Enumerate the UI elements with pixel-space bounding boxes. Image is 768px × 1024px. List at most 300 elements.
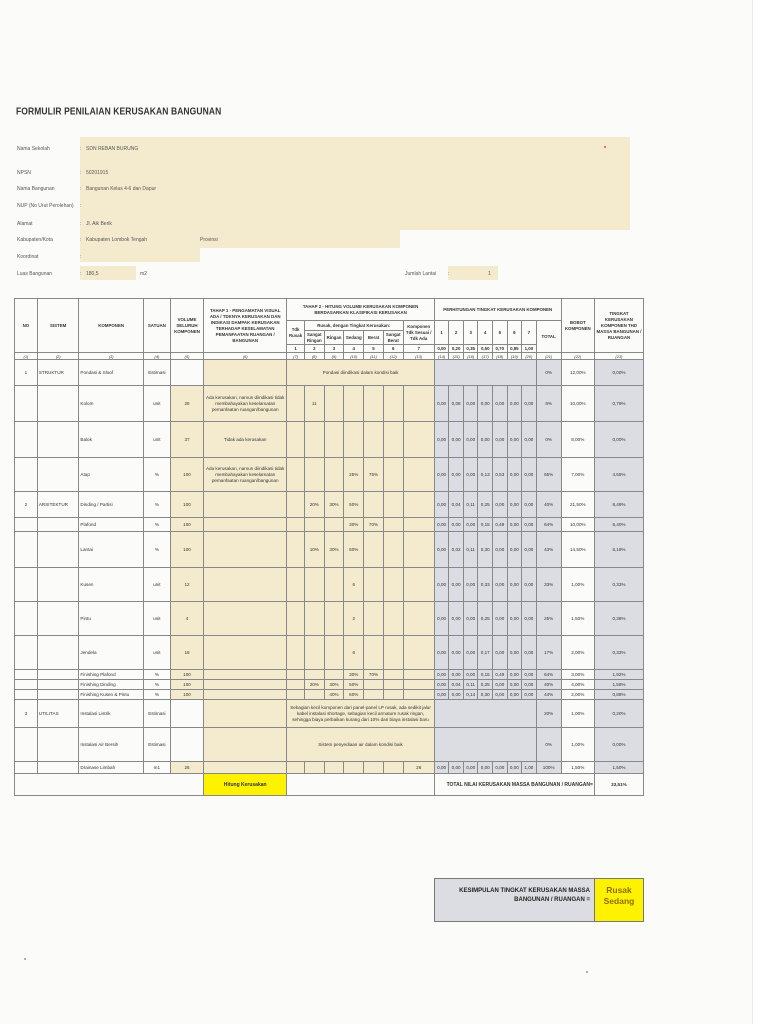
row-calc-value: 0,00 [463,458,478,492]
row-sistem: STRUKTUR [37,360,79,386]
row-calc-value: 0,00 [522,518,537,532]
row-level-value [304,518,324,532]
row-satuan: % [143,458,170,492]
row-tahap1 [204,700,287,728]
row-calc-value: 0,00 [493,422,508,458]
row-volume [170,360,203,386]
row-bobot: 12,00% [561,360,594,386]
row-sistem [37,670,79,680]
row-level-value [403,568,434,602]
row-bobot: 1,00% [561,700,594,728]
column-number: (9) [324,353,344,360]
col-total-header: TOTAL [536,321,561,353]
row-tahap1 [204,690,287,700]
row-calc-value: 0,00 [434,568,449,602]
row-level-value [383,422,403,458]
table-row [15,700,644,728]
assessment-table: NO SISTEM KOMPONEN SATUAN VOLUME SELURUH KOMPONEN TAHAP 1 - PENGAMATAN VISUAL ADA / TDKNYA KERUSAKAN DAN INDIKASI DAMPAK KERUSAKAN TERHADAP KESELAMATAN PEMANFAATAN RUANGAN / BANGUNAN TAHAP 2 - HITUNG VOLUME KERUSAKAN KOMPONEN BERDASARKAN KLASIFIKASI KERUSAKAN PERHITUNGAN TINGKAT KERUSAKAN KOMPONEN BOBOT KOMPONEN TINGKAT KERUSAKAN KOMPONEN THD MASSA BANGUNAN / RUANGAN Tdk Rusak Rusak, dengan Tingkat Kerusakan: Komponen Tdk Sesuai / Tdk Ada 1 2 3 4 5 6 7 TOTAL Sangat Ringan Ringan Sedang Berat Sangat Berat 1 2 3 4 5 6 7 0,00 0,20 0,35 0,50 0,70 0,85 1,00 (1) (2) (3) (4) (5) (6) (7) (8) (9) (10) (11) (12) (13) (14) (15) (16) (17) (18) (19) (20) (21) (22) (23) 1 STRUKTUR Pondasi & Sloof Estimasi Pondasi diindikasi dalam kondisi baik 0% 12,00% 0,00% Kolom unit 28 Ada kerusakan, namun diindikasi tidak membahayakan keselamatan pemanfaatan ruangan/bangunan 11 0,00 0,08 0,00 0,00 0,00 0,00 0,00 8% 10,00% 0,79% Balok unit 37 Tidak ada kerusakan 0,00 0,00 0,00 0,00 0,00 0,00 0,00 0% 8,00% 0,00% Atap % 100 Ada kerusakan, namun diindikasi tidak membahayakan keselamatan pemanfaatan ruangan/bangunan 25% 75% 0,00 0,00 0,00 0,13 0,53 0,00 0,00 65% 7,00% 4,55% 2 ARSITEKTUR Dinding / Partisi % 100 20% 30% 50% 0,00 0,04 0,11 0,25 0,00 0,00 0,00 40% 21,50% 8,49% Plafond % 100 30% 70% 0,00 0,00 0,00 0,15 0,49 0,00 0,00 64% 10,00% 6,40% Lantai % 100 10% 30% 60% 0,00 0,02 0,11 0,30 0,00 0,00 0,00 43% 14,50% 6,18% Kusen unit 12 6 0,00 0,00 0,00 0,33 0,00 0,00 0,00 33% 1,00% 0,33% Pintu unit 4 2 0,00 0,00 0,00 0,25 0,00 0,00 0,00 25% 1,50% 0,38% Jendela unit 18 6 0,00 0,00 0,00 0,17 0,00 0,00 0,00 17% 2,00% 0,33% Finishing Plafond % 100 30% 70% 0,00 0,00 0,00 0,15 0,49 0,00 0,00 64% 3,00% 1,92% Finishing Dinding % 100 20% 30% 50% 0,00 0,04 0,11 0,25 0,00 0,00 0,00 40% 4,00% 1,58% Finishing Kusen & Pintu % 100 40% 60% 0,00 0,00 0,14 0,30 0,00 0,00 0,00 44% 2,00% 0,88% 3 UTILITAS Instalasi Listrik Estimasi Sebagian kecil komponen dari panel-panel LP rusak, ada sedikit jalur kabel instalasi shortage, sebagian kecil armature rusak ringan, sehingga biaya perbaikan kurang dari 10% dari biaya instalasi baru 20% 1,00% 0,20% Instalasi Air Bersih Estimasi Sistem penyediaan air dalam kondisi baik 0% 1,00% 0,00% Drainase Limbah m1 26 26 0,00 0,00 0,00 0,00 0,00 0,00 1,00 100% 1,50% 1,50% Hitung Kerusakan TOTAL NILAI KERUSAKAN MASSA BANGUNAN / RUANGAN= 33,51% [14,298,644,796]
row-komponen: Pondasi & Sloof [79,360,143,386]
row-level-value: 70% [364,670,384,680]
row-total: 0% [536,422,561,458]
row-bobot: 21,50% [561,492,594,518]
table-row [15,636,644,670]
row-calc-value: 0,00 [522,568,537,602]
row-level-value [403,670,434,680]
row-tingkat: 0,79% [594,386,643,422]
row-calc-empty [434,700,536,728]
row-level-value [287,458,305,492]
row-total: 8% [536,386,561,422]
row-level-value [364,680,384,690]
row-bobot: 7,00% [561,458,594,492]
row-level-value [344,386,364,422]
row-level-value [403,458,434,492]
row-sistem [37,518,79,532]
row-level-value: 26 [403,762,434,774]
col-sistem-header: SISTEM [37,299,79,353]
row-level-value: 60% [344,532,364,568]
row-sistem [37,568,79,602]
row-level-value [383,680,403,690]
row-calc-value: 0,02 [449,532,464,568]
row-calc-value: 0,25 [478,492,493,518]
row-calc-empty [434,728,536,762]
row-no [15,728,38,762]
row-level-value [304,762,324,774]
row-level-value [364,492,384,518]
row-level-value [364,532,384,568]
row-satuan: Estimasi [143,360,170,386]
row-sistem: ARSITEKTUR [37,492,79,518]
row-volume: 100 [170,680,203,690]
row-level-value [383,386,403,422]
row-level-value [403,680,434,690]
row-level-value: 70% [364,518,384,532]
row-calc-value: 0,04 [449,680,464,690]
row-level-value [383,670,403,680]
total-value: 33,51% [594,774,643,796]
row-sistem [37,458,79,492]
row-calc-value: 0,15 [478,670,493,680]
column-number: (2) [37,353,79,360]
row-level-value [403,602,434,636]
row-calc-value: 0,00 [522,532,537,568]
row-calc-value: 0,30 [478,690,493,700]
red-mark [604,146,606,148]
row-bobot: 10,00% [561,518,594,532]
row-level-value: 10% [304,532,324,568]
col-satuan-header: SATUAN [143,299,170,353]
row-calc-value: 0,00 [522,636,537,670]
row-calc-value: 0,00 [434,602,449,636]
row-level-value [364,690,384,700]
row-level-value [287,602,305,636]
row-calc-value: 0,00 [478,762,493,774]
row-volume: 100 [170,458,203,492]
row-tingkat: 4,55% [594,458,643,492]
column-number: (7) [287,353,305,360]
row-tingkat: 1,92% [594,670,643,680]
conclusion-box [434,878,644,922]
row-calc-value: 0,00 [507,762,522,774]
row-calc-value: 0,00 [478,422,493,458]
row-tingkat: 0,33% [594,568,643,602]
row-calc-value: 0,00 [507,458,522,492]
row-level-value [383,518,403,532]
row-komponen: Drainase Limbah [79,762,143,774]
row-tingkat: 6,40% [594,518,643,532]
row-level-value [304,422,324,458]
row-sistem [37,422,79,458]
row-calc-value: 0,00 [507,680,522,690]
row-calc-value: 0,00 [434,690,449,700]
row-no: 3 [15,700,38,728]
row-no [15,518,38,532]
row-level-value [324,602,344,636]
row-total: 65% [536,458,561,492]
column-number: (11) [364,353,384,360]
row-level-value [304,636,324,670]
row-tahap1 [204,360,287,386]
table-row [15,458,644,492]
row-no: 2 [15,492,38,518]
row-no [15,636,38,670]
row-total: 33% [536,568,561,602]
row-calc-value: 0,00 [449,670,464,680]
row-komponen: Atap [79,458,143,492]
footer-blank [15,774,204,796]
row-level-value [324,762,344,774]
table-row [15,360,644,386]
info-gap [400,230,630,248]
luas-unit: m2 [140,271,147,277]
column-number-row [15,353,644,360]
row-komponen: Instalasi Air Bersih [79,728,143,762]
row-tingkat: 1,58% [594,680,643,690]
row-no [15,670,38,680]
row-level-value: 50% [344,492,364,518]
col-komponen-header: KOMPONEN [79,299,143,353]
row-no [15,458,38,492]
row-calc-value: 0,00 [463,636,478,670]
row-bobot: 2,00% [561,636,594,670]
row-level-value: 11 [304,386,324,422]
row-calc-value: 0,00 [449,762,464,774]
row-level-value [383,690,403,700]
row-calc-value: 0,11 [463,680,478,690]
hitung-kerusakan-button[interactable]: Hitung Kerusakan [204,774,287,796]
row-total: 17% [536,636,561,670]
row-level-value [364,602,384,636]
row-level-value: 75% [364,458,384,492]
row-tingkat: 0,00% [594,422,643,458]
row-calc-value: 0,00 [507,532,522,568]
row-calc-value: 0,00 [507,690,522,700]
row-level-value [403,386,434,422]
total-label: TOTAL NILAI KERUSAKAN MASSA BANGUNAN / RUANGAN= [434,774,594,796]
row-no [15,568,38,602]
row-level-value: 25% [344,458,364,492]
row-level-value [287,762,305,774]
row-satuan: unit [143,636,170,670]
column-number: (20) [522,353,537,360]
column-number: (3) [79,353,143,360]
row-calc-value: 0,00 [507,386,522,422]
row-sistem [37,602,79,636]
row-volume: 18 [170,636,203,670]
row-calc-value: 0,00 [463,670,478,680]
row-tahap1 [204,680,287,690]
row-calc-value: 0,00 [434,762,449,774]
row-volume: 100 [170,690,203,700]
row-total: 64% [536,670,561,680]
row-level-value [287,636,305,670]
column-number: (8) [304,353,324,360]
row-satuan: % [143,518,170,532]
row-calc-value: 0,00 [449,690,464,700]
column-number: (5) [170,353,203,360]
row-tahap1 [204,636,287,670]
row-total: 20% [536,700,561,728]
row-tahap1 [204,602,287,636]
row-level-value: 40% [324,690,344,700]
scan-speck [24,958,26,960]
col-tingkat-header: TINGKAT KERUSAKAN KOMPONEN THD MASSA BANGUNAN / RUANGAN [594,299,643,353]
row-tahap1 [204,518,287,532]
row-level-value: 50% [344,680,364,690]
row-calc-value: 0,00 [493,386,508,422]
row-bobot: 1,00% [561,728,594,762]
table-row [15,762,644,774]
row-tahap1 [204,670,287,680]
row-total: 25% [536,602,561,636]
row-level-value: 2 [344,602,364,636]
row-total: 44% [536,690,561,700]
row-volume: 37 [170,422,203,458]
row-calc-value: 0,00 [522,422,537,458]
row-no: 1 [15,360,38,386]
column-number: (19) [507,353,522,360]
row-volume: 4 [170,602,203,636]
row-bobot: 10,00% [561,386,594,422]
row-komponen: Lantai [79,532,143,568]
row-calc-value: 0,17 [478,636,493,670]
row-calc-value: 0,00 [434,680,449,690]
row-tingkat: 0,00% [594,728,643,762]
row-calc-value: 0,00 [449,458,464,492]
row-volume: 100 [170,670,203,680]
row-level-value [324,518,344,532]
row-tingkat: 0,38% [594,602,643,636]
footer-blank [287,774,435,796]
column-number: (23) [594,353,643,360]
row-level-value [304,602,324,636]
row-note: Pondasi diindikasi dalam kondisi baik [287,360,435,386]
row-calc-value: 0,00 [507,670,522,680]
row-level-value [304,690,324,700]
row-komponen: Instalasi Listrik [79,700,143,728]
row-level-value [383,602,403,636]
row-level-value [383,458,403,492]
row-level-value [324,458,344,492]
table-row [15,680,644,690]
row-calc-value: 0,08 [449,386,464,422]
row-level-value [324,670,344,680]
row-calc-value: 0,00 [507,518,522,532]
row-level-value [304,458,324,492]
column-number: (1) [15,353,38,360]
row-tingkat: 0,20% [594,700,643,728]
row-level-value [383,762,403,774]
row-level-value [364,762,384,774]
row-no [15,690,38,700]
column-number: (17) [478,353,493,360]
row-volume: 100 [170,492,203,518]
row-tingkat: 6,18% [594,532,643,568]
row-calc-value: 0,13 [478,458,493,492]
row-calc-value: 0,25 [478,602,493,636]
row-calc-value: 0,33 [478,568,493,602]
row-calc-value: 0,00 [434,532,449,568]
row-sistem [37,680,79,690]
row-bobot: 1,50% [561,762,594,774]
row-level-value [364,636,384,670]
row-level-value [403,532,434,568]
row-volume [170,700,203,728]
row-komponen: Balok [79,422,143,458]
row-tahap1 [204,532,287,568]
table-row [15,670,644,680]
row-calc-value: 0,15 [478,518,493,532]
row-level-value [324,636,344,670]
row-satuan: m1 [143,762,170,774]
row-level-value [324,568,344,602]
row-satuan: % [143,690,170,700]
row-level-value [403,518,434,532]
row-volume: 28 [170,386,203,422]
row-calc-value: 0,00 [493,568,508,602]
row-bobot: 1,00% [561,568,594,602]
row-calc-value: 0,00 [493,636,508,670]
row-calc-value: 0,00 [493,492,508,518]
row-satuan: Estimasi [143,728,170,762]
row-sistem: UTILITAS [37,700,79,728]
jumlah-lantai-label: Jumlah Lantai [405,271,437,277]
row-calc-value: 0,00 [463,518,478,532]
row-level-value [324,386,344,422]
row-level-value: 30% [344,518,364,532]
col-no-header: NO [15,299,38,353]
row-bobot: 8,00% [561,422,594,458]
row-tahap1 [204,492,287,518]
column-number: (12) [383,353,403,360]
column-number: (14) [434,353,449,360]
row-calc-value: 0,11 [463,492,478,518]
row-calc-value: 0,00 [449,518,464,532]
row-sistem [37,762,79,774]
col-tahap1-header: TAHAP 1 - PENGAMATAN VISUAL ADA / TDKNYA KERUSAKAN DAN INDIKASI DAMPAK KERUSAKAN TERHADAP KESELAMATAN PEMANFAATAN RUANGAN / BANGUNAN [204,299,287,353]
assessment-table-wrap [14,298,644,863]
row-level-value [403,492,434,518]
col-ringan-header: Ringan [324,331,344,345]
table-row [15,602,644,636]
col-tahap2-header: TAHAP 2 - HITUNG VOLUME KERUSAKAN KOMPONEN BERDASARKAN KLASIFIKASI KERUSAKAN [287,299,435,321]
row-total: 64% [536,518,561,532]
col-rusak-tingkat-header: Rusak, dengan Tingkat Kerusakan: [304,321,403,331]
row-tingkat: 1,50% [594,762,643,774]
row-no [15,762,38,774]
row-note: Sebagian kecil komponen dari panel-panel LP rusak, ada sedikit jalur kabel instalasi shortage, sebagian kecil armature rusak ringan, sehingga biaya perbaikan kurang dari 10% dari biaya instalasi baru [287,700,435,728]
col-sedang-header: Sedang [344,331,364,345]
row-calc-value: 0,25 [478,680,493,690]
row-calc-value: 0,00 [522,492,537,518]
row-level-value: 30% [344,670,364,680]
row-level-value: 30% [324,680,344,690]
scan-speck [586,971,588,973]
row-calc-value: 0,00 [522,680,537,690]
row-level-value [403,422,434,458]
row-calc-value: 0,00 [507,568,522,602]
table-row [15,728,644,762]
row-calc-value: 0,14 [463,690,478,700]
row-calc-value: 0,00 [463,602,478,636]
row-volume: 100 [170,518,203,532]
jumlah-lantai-value: 1 [488,271,491,277]
row-calc-value: 0,00 [507,636,522,670]
row-level-value [287,532,305,568]
col-berat-header: Berat [364,331,384,345]
row-komponen: Finishing Kusen & Pintu [79,690,143,700]
row-komponen: Kusen [79,568,143,602]
conclusion-value: Rusak Sedang [594,879,643,921]
row-bobot: 2,00% [561,690,594,700]
row-bobot: 4,00% [561,680,594,690]
provinsi-field [296,232,400,246]
row-tingkat: 0,88% [594,690,643,700]
row-tingkat: 0,33% [594,636,643,670]
row-total: 43% [536,532,561,568]
table-row [15,492,644,518]
row-calc-value: 1,00 [522,762,537,774]
row-komponen: Pintu [79,602,143,636]
row-total: 40% [536,680,561,690]
row-volume: 26 [170,762,203,774]
row-tahap1: Ada kerusakan, namun diindikasi tidak membahayakan keselamatan pemanfaatan ruangan/bangunan [204,386,287,422]
column-number: (13) [403,353,434,360]
row-calc-value: 0,00 [449,636,464,670]
column-number: (21) [536,353,561,360]
row-no [15,532,38,568]
row-level-value [364,422,384,458]
table-row [15,532,644,568]
row-calc-value: 0,00 [434,386,449,422]
row-calc-value: 0,00 [463,762,478,774]
row-sistem [37,386,79,422]
column-number: (15) [449,353,464,360]
row-level-value [287,690,305,700]
row-level-value [383,492,403,518]
row-calc-value: 0,00 [507,492,522,518]
col-sangat-ringan-header: Sangat Ringan [304,331,324,345]
row-calc-value: 0,00 [522,670,537,680]
row-calc-value: 0,00 [522,386,537,422]
row-tingkat: 8,49% [594,492,643,518]
row-calc-value: 0,04 [449,492,464,518]
row-no [15,602,38,636]
row-level-value: 60% [344,690,364,700]
row-total: 0% [536,360,561,386]
row-calc-value: 0,00 [493,680,508,690]
